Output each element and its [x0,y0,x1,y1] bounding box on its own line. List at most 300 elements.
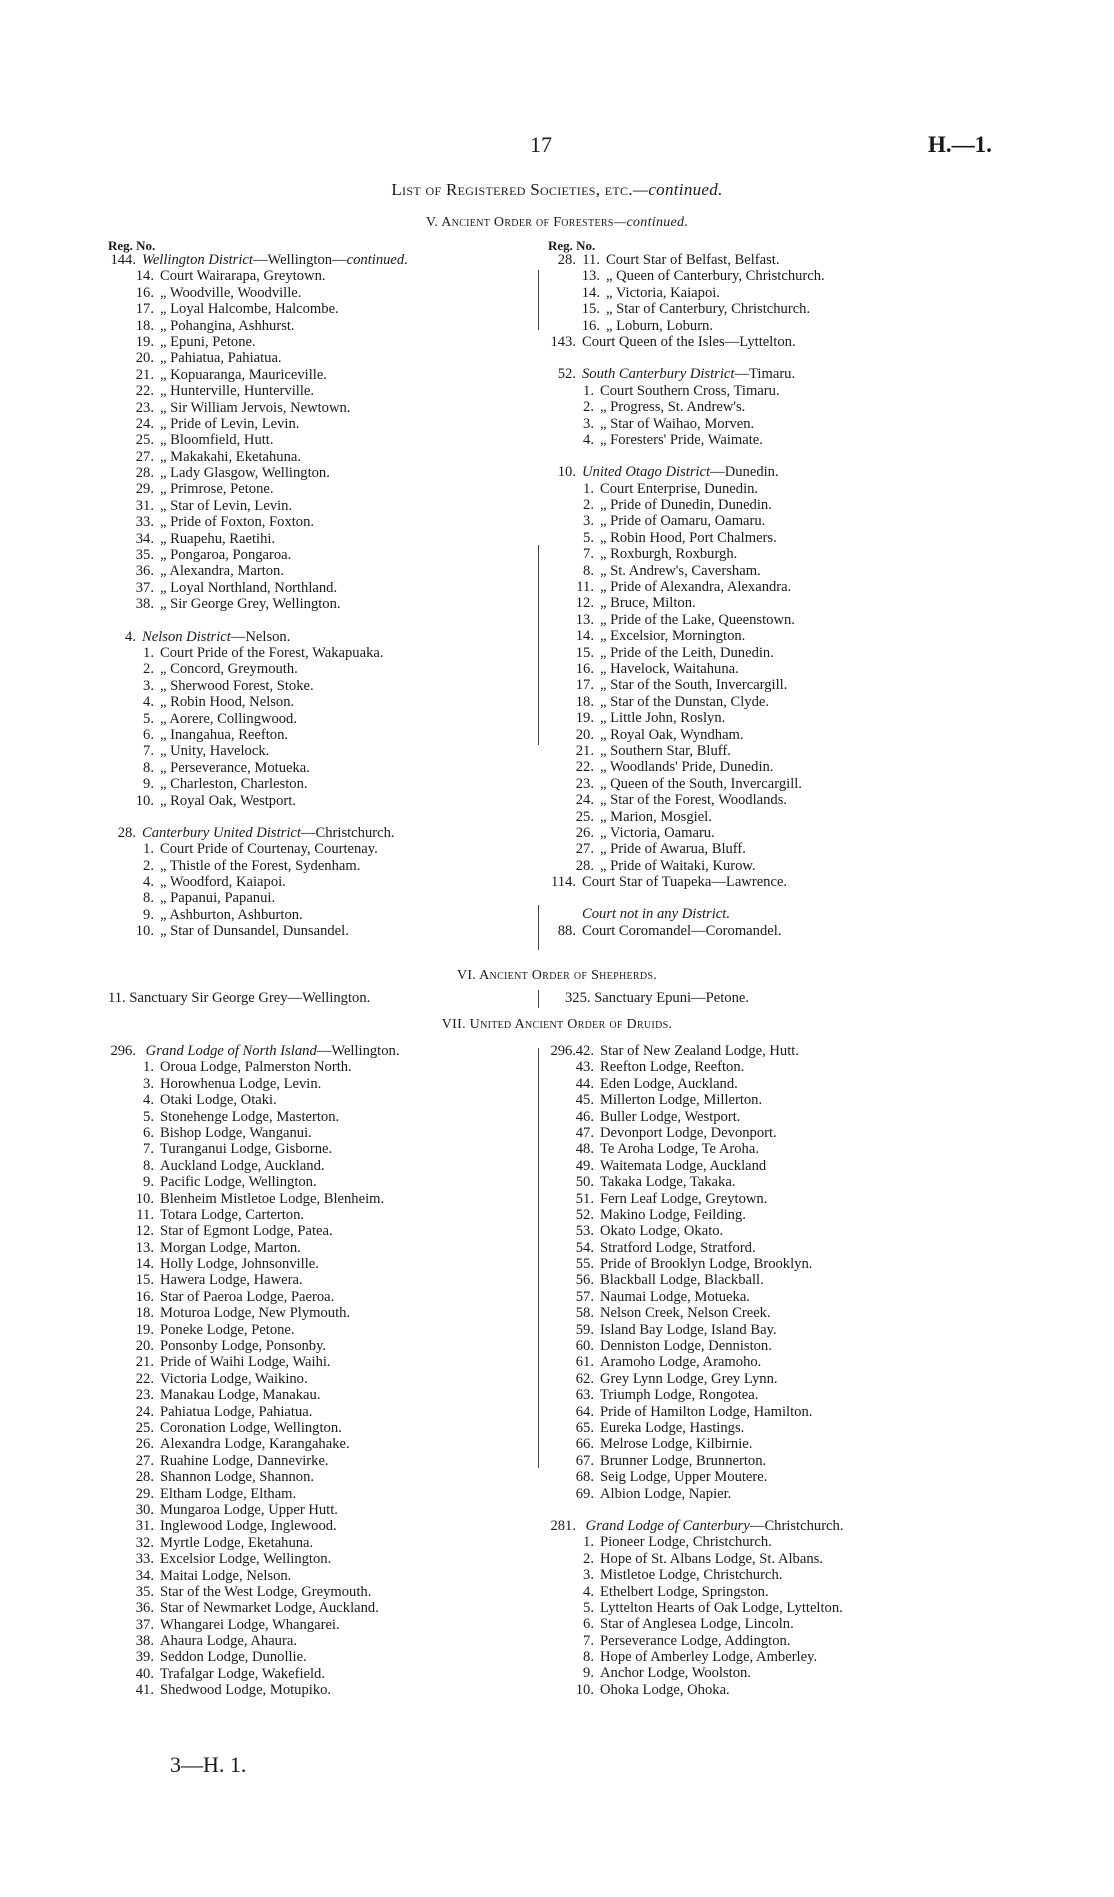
entry-text: Melrose Lodge, Kilbirnie. [600,1436,753,1453]
list-item [100,1076,399,1092]
entry-number: 10. [575,1681,594,1698]
entry-number: 27. [135,448,154,465]
reg-number: 4. [125,628,136,645]
entry-number: 16. [135,284,154,301]
entry-text: Albion Lodge, Napier. [600,1485,732,1502]
list-item [540,1600,843,1616]
entry-number: 19. [135,1321,154,1338]
entry-number: 11. [576,579,594,596]
list-item [540,1551,843,1567]
list-item [100,547,408,563]
entry-text: Reefton Lodge, Reefton. [600,1059,745,1076]
entry-text: „ Progress, St. Andrew's. [600,399,746,416]
district-group [540,874,825,890]
entry-number: 16. [135,1288,154,1305]
entry-text: Manakau Lodge, Manakau. [160,1387,321,1404]
entry-text: „ Pride of Alexandra, Alexandra. [600,579,792,596]
list-item [540,825,825,841]
entry-text: Eureka Lodge, Hastings. [600,1419,745,1436]
list-item [100,1387,399,1403]
list-item [100,318,408,334]
list-item [100,1535,399,1551]
list-item [540,727,825,743]
entry-number: 21. [575,742,594,759]
entry-text: Ohoka Lodge, Ohoka. [600,1681,730,1698]
district-place: Court Star of Tuapeka—Lawrence. [582,874,788,891]
entry-number: 9. [143,906,154,923]
entry-number: 12. [575,595,594,612]
list-item [540,1534,843,1550]
list-item [100,498,408,514]
list-item [540,1387,843,1403]
list-item [100,1322,399,1338]
entry-number: 23. [575,775,594,792]
entry-number: 4. [143,874,154,891]
entry-number: 17. [135,301,154,318]
entry-text: „ Lady Glasgow, Wellington. [160,465,330,482]
entry-text: Star of Paeroa Lodge, Paeroa. [160,1288,335,1305]
list-item [540,694,825,710]
list-item [540,1649,843,1665]
entry-number: 12. [135,1223,154,1240]
entry-number: 36. [135,563,154,580]
entry-text: „ Marion, Mosgiel. [600,808,712,825]
list-item [540,252,825,268]
list-item [100,1666,399,1682]
entry-text: „ Alexandra, Marton. [160,563,285,580]
entry-text: Coronation Lodge, Wellington. [160,1419,342,1436]
entry-text: Ruahine Lodge, Dannevirke. [160,1452,329,1469]
entry-number: 26. [575,824,594,841]
list-item [100,1272,399,1288]
list-item [100,1469,399,1485]
entry-text: „ Star of the South, Invercargill. [600,677,788,694]
list-item [100,1289,399,1305]
entry-number: 41. [135,1682,154,1699]
entry-number: 37. [135,579,154,596]
reg-number: 10. [557,464,576,481]
list-item [540,1240,843,1256]
entry-text: Hope of Amberley Lodge, Amberley. [600,1649,818,1666]
entry-text: Star of Anglesea Lodge, Lincoln. [600,1616,794,1633]
entry-text: „ Star of Dunsandel, Dunsandel. [160,923,349,940]
list-item [100,1600,399,1616]
list-item [540,481,825,497]
entry-text: „ Charleston, Charleston. [160,776,308,793]
list-item [100,711,408,727]
entry-text: Myrtle Lodge, Eketahuna. [160,1534,314,1551]
entry-number: 8. [143,1157,154,1174]
entry-number: 10. [135,923,154,940]
entry-text: „ Woodlands' Pride, Dunedin. [600,759,774,776]
entry-number: 29. [135,481,154,498]
list-item [540,1453,843,1469]
list-item [540,595,825,611]
list-item [100,416,408,432]
list-item [100,531,408,547]
entry-text: Court Pride of the Forest, Wakapuaka. [160,644,384,661]
entry-number: 18. [575,693,594,710]
foresters-left-column [100,252,408,940]
column-divider [538,545,539,745]
district-header [100,825,408,841]
list-item [100,383,408,399]
entry-text: „ Woodford, Kaiapoi. [160,874,286,891]
entry-text: „ Pride of Foxton, Foxton. [160,514,315,531]
entry-number: 19. [135,333,154,350]
entry-number: 27. [135,1452,154,1469]
entry-text: Pride of Waihi Lodge, Waihi. [160,1354,331,1371]
district-group [540,334,825,350]
list-item [100,1240,399,1256]
list-item [540,513,825,529]
list-item [540,628,825,644]
druids-heading-text: VII. United Ancient Order of Druids. [441,1017,673,1032]
entry-number: 19. [575,710,594,727]
entry-text: „ Robin Hood, Port Chalmers. [600,529,777,546]
entry-number: 13. [581,268,600,285]
entry-text: Totara Lodge, Carterton. [160,1206,305,1223]
entry-number: 60. [575,1338,594,1355]
entry-text: „ Star of the Forest, Woodlands. [600,792,788,809]
district-name: Nelson District [142,628,231,645]
district-name: United Otago District [582,464,711,481]
entry-text: Hawera Lodge, Hawera. [160,1272,303,1289]
entry-number: 5. [583,529,594,546]
entry-number: 4. [583,1583,594,1600]
list-item [540,1633,843,1649]
list-item [100,449,408,465]
list-item [540,432,825,448]
entry-number: 25. [135,1419,154,1436]
entry-text: „ Loyal Northland, Northland. [160,579,338,596]
list-item [100,1125,399,1141]
list-item [100,661,408,677]
entry-number: 6. [583,1616,594,1633]
entry-number: 9. [143,1174,154,1191]
entry-number: 9. [143,776,154,793]
reg-number: 52. [557,366,576,383]
druids-right-list [540,1043,843,1502]
entry-text: Court Southern Cross, Timaru. [600,382,780,399]
list-item [100,563,408,579]
entry-number: 69. [575,1485,594,1502]
entry-number: 15. [581,301,600,318]
entry-text: Devonport Lodge, Devonport. [600,1124,777,1141]
entry-number: 2. [143,661,154,678]
entry-number: 23. [135,399,154,416]
entry-text: Ahaura Lodge, Ahaura. [160,1633,297,1650]
reg-number: 88. [557,922,576,939]
foresters-right-column [540,252,825,939]
list-item [100,1453,399,1469]
entry-number: 15. [575,644,594,661]
district-header [540,334,825,350]
entry-text: Pacific Lodge, Wellington. [160,1174,317,1191]
entry-number: 21. [135,1354,154,1371]
entry-text: Mungaroa Lodge, Upper Hutt. [160,1501,338,1518]
entry-text: Waitemata Lodge, Auckland [600,1157,767,1174]
list-item [100,1059,399,1075]
entry-number: 47. [575,1124,594,1141]
entry-number: 22. [135,383,154,400]
entry-number: 33. [135,1551,154,1568]
shepherds-heading [0,968,1114,985]
entry-text: „ Concord, Greymouth. [160,661,298,678]
entry-number: 53. [575,1223,594,1240]
entry-number: 27. [575,841,594,858]
list-item [540,1404,843,1420]
entry-number: 15. [135,1272,154,1289]
entry-text: „ Havelock, Waitahuna. [600,660,739,677]
entry-text: Perseverance Lodge, Addington. [600,1632,791,1649]
list-item [540,497,825,513]
shepherds-left-entry: 11. Sanctuary Sir George Grey—Wellington. [108,990,371,1006]
entry-number: 32. [135,1534,154,1551]
list-item [100,1551,399,1567]
entry-text: „ Sir George Grey, Wellington. [160,596,341,613]
list-item [100,874,408,890]
list-item [540,1272,843,1288]
list-item [100,858,408,874]
district-header [540,366,825,382]
district-place: —Dunedin. [710,464,779,481]
list-item [100,367,408,383]
entry-number: 3. [143,677,154,694]
entry-text: „ Queen of Canterbury, Christchurch. [606,268,825,285]
entry-number: 28. [575,857,594,874]
district-name: Grand Lodge of Canterbury [585,1517,750,1534]
entry-text: Maitai Lodge, Nelson. [160,1567,292,1584]
entry-number: 8. [583,562,594,579]
list-item [540,1420,843,1436]
entry-number: 16. [575,660,594,677]
list-item [540,1682,843,1698]
entry-number: 4. [583,431,594,448]
list-item [540,809,825,825]
list-item [540,645,825,661]
district-header [100,252,408,268]
list-item [100,1649,399,1665]
entry-number: 33. [135,514,154,531]
district-place: —Wellington. [316,1043,400,1059]
entry-text: Seddon Lodge, Dunollie. [160,1649,307,1666]
entry-number: 20. [135,350,154,367]
entry-number: 10. [135,792,154,809]
list-item [540,1616,843,1632]
list-item [540,1223,843,1239]
list-item [100,400,408,416]
entry-text: „ Bloomfield, Hutt. [160,432,274,449]
district-place: —Timaru. [734,366,796,383]
entry-text: Grey Lynn Lodge, Grey Lynn. [600,1370,778,1387]
list-item [540,563,825,579]
district-header [540,1518,843,1534]
entry-text: Bishop Lodge, Wanganui. [160,1124,312,1141]
entry-number: 52. [575,1206,594,1223]
entry-text: „ Papanui, Papanui. [160,890,276,907]
entry-text: Shannon Lodge, Shannon. [160,1469,315,1486]
list-item [540,1436,843,1452]
entry-number: 22. [135,1370,154,1387]
list-item [100,1174,399,1190]
entry-number: 20. [575,726,594,743]
entry-number: 46. [575,1108,594,1125]
entry-number: 7. [583,1632,594,1649]
entry-text: Otaki Lodge, Otaki. [160,1092,277,1109]
entry-text: „ Unity, Havelock. [160,743,270,760]
list-item [540,858,825,874]
entry-number: 66. [575,1436,594,1453]
entry-text: Whangarei Lodge, Whangarei. [160,1616,340,1633]
entry-number: 37. [135,1616,154,1633]
entry-text: Star of the West Lodge, Greymouth. [160,1583,372,1600]
list-item [540,1043,843,1059]
entry-text: „ Primrose, Petone. [160,481,274,498]
entry-number: 38. [135,596,154,613]
entry-text: Eltham Lodge, Eltham. [160,1485,297,1502]
entry-number: 16. [581,317,600,334]
entry-number: 6. [143,1124,154,1141]
list-item [540,841,825,857]
entry-number: 68. [575,1469,594,1486]
reg-number: 28. [117,824,136,841]
list-item [100,1305,399,1321]
district-name: Wellington District [142,252,253,268]
entry-number: 26. [135,1436,154,1453]
entry-number: 21. [135,366,154,383]
entry-number: 34. [135,530,154,547]
entry-number: 10. [135,1190,154,1207]
list-item [100,1191,399,1207]
entry-text: Triumph Lodge, Rongotea. [600,1387,759,1404]
entry-number: 43. [575,1059,594,1076]
footer-signature: 3—H. 1. [170,1752,247,1777]
entry-number: 40. [135,1665,154,1682]
list-item [100,301,408,317]
entry-text: Eden Lodge, Auckland. [600,1075,738,1092]
list-item [540,1076,843,1092]
list-item [100,1223,399,1239]
entry-text: Lyttelton Hearts of Oak Lodge, Lyttelton. [600,1599,843,1616]
list-item [100,285,408,301]
entry-text: „ Kopuaranga, Mauriceville. [160,366,327,383]
entry-text: Seig Lodge, Upper Moutere. [600,1469,768,1486]
entry-text: „ Makakahi, Eketahuna. [160,448,302,465]
entry-number: 14. [135,268,154,285]
entry-text: Millerton Lodge, Millerton. [600,1092,763,1109]
entry-number: 3. [583,1567,594,1584]
page-number: 17 [530,132,552,157]
list-item [100,645,408,661]
entry-text: Excelsior Lodge, Wellington. [160,1551,332,1568]
druids-heading [0,1017,1114,1034]
entry-text: „ Roxburgh, Roxburgh. [600,546,738,563]
entry-text: „ Aorere, Collingwood. [160,710,297,727]
entry-text: Holly Lodge, Johnsonville. [160,1256,319,1273]
list-item [100,727,408,743]
entry-number: 24. [575,792,594,809]
list-item [100,1256,399,1272]
entry-text: „ Loburn, Loburn. [606,317,713,334]
list-item [100,1404,399,1420]
list-item [100,1092,399,1108]
entry-text: Stratford Lodge, Stratford. [600,1239,756,1256]
entry-text: Moturoa Lodge, New Plymouth. [160,1305,351,1322]
entry-number: 54. [575,1239,594,1256]
entry-number: 11. [582,252,600,268]
entry-number: 49. [575,1157,594,1174]
district-place: Court Queen of the Isles—Lyttelton. [582,333,796,350]
district-place: —Christchurch. [749,1517,844,1534]
list-item [100,350,408,366]
entry-text: „ Loyal Halcombe, Halcombe. [160,301,339,318]
list-item [540,677,825,693]
district-header [100,1043,399,1059]
list-item [540,743,825,759]
entry-number: 51. [575,1190,594,1207]
list-item [540,399,825,415]
list-item [100,432,408,448]
district-name: South Canterbury District [582,366,735,383]
list-item [540,416,825,432]
entry-text: „ Star of Levin, Levin. [160,497,293,514]
district-place: —Wellington— [252,252,347,268]
entry-text: Trafalgar Lodge, Wakefield. [160,1665,325,1682]
druids-left-column [100,1043,399,1699]
entry-number: 35. [135,547,154,564]
list-item [540,1141,843,1157]
list-item [540,1584,843,1600]
shepherds-heading-text: VI. Ancient Order of Shepherds. [456,968,658,983]
entry-text: „ Robin Hood, Nelson. [160,694,295,711]
entry-text: Auckland Lodge, Auckland. [160,1157,325,1174]
list-item [540,1158,843,1174]
entry-number: 2. [583,497,594,514]
druids-right2-list [540,1534,843,1698]
list-item [100,1568,399,1584]
list-item [100,580,408,596]
entry-number: 61. [575,1354,594,1371]
entry-text: Mistletoe Lodge, Christchurch. [600,1567,783,1584]
entry-number: 36. [135,1600,154,1617]
list-item [100,776,408,792]
entry-number: 3. [143,1075,154,1092]
entry-text: Hope of St. Albans Lodge, St. Albans. [600,1550,823,1567]
entry-text: „ Pride of Levin, Levin. [160,415,300,432]
entry-text: „ Pahiatua, Pahiatua. [160,350,282,367]
district-header [540,874,825,890]
entry-text: „ Foresters' Pride, Waimate. [600,431,763,448]
list-item [100,1633,399,1649]
entry-number: 18. [135,1305,154,1322]
entry-text: „ Star of Waihao, Morven. [600,415,755,432]
reg-number: 296. [550,1043,576,1059]
reg-number: 28. [557,252,576,268]
entry-number: 9. [583,1665,594,1682]
entry-text: Brunner Lodge, Brunnerton. [600,1452,767,1469]
list-item [540,383,825,399]
list-item [100,841,408,857]
entry-text: Oroua Lodge, Palmerston North. [160,1059,352,1076]
entry-text: Court Enterprise, Dunedin. [600,480,759,497]
list-item [100,514,408,530]
entry-text: „ Thistle of the Forest, Sydenham. [160,857,361,874]
foresters-heading-text: V. Ancient Order of Foresters [425,215,614,230]
entry-number: 14. [575,628,594,645]
list-item [540,1322,843,1338]
district-group [540,252,825,334]
